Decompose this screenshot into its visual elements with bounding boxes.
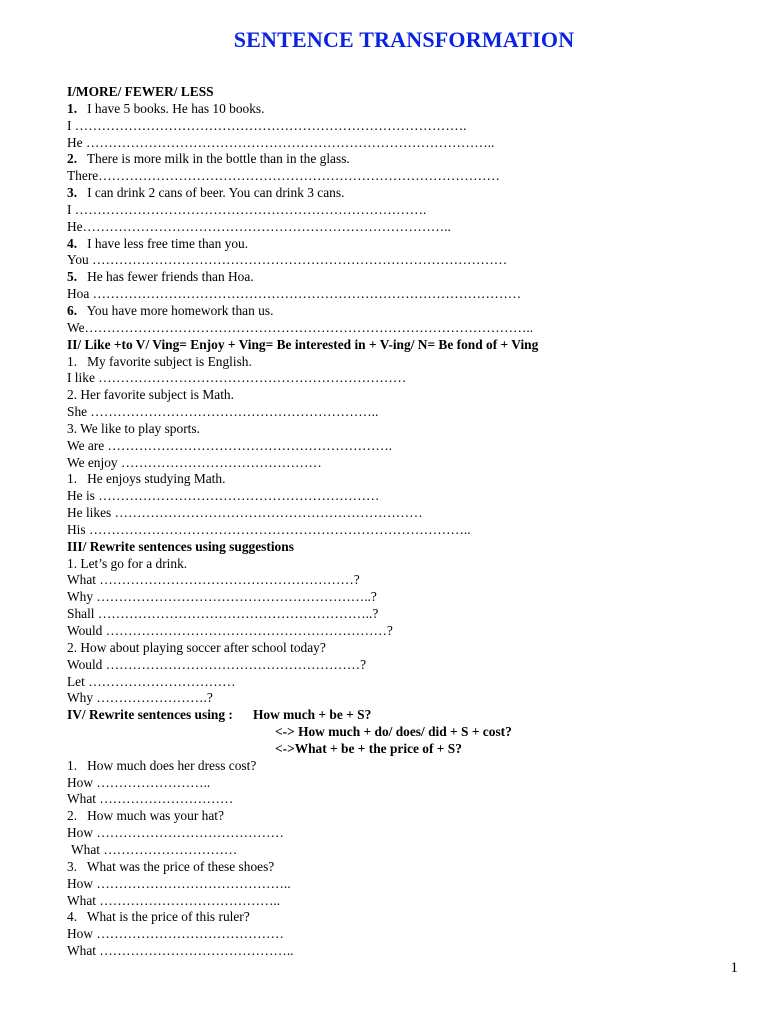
exercise-line <box>67 320 707 337</box>
section-heading <box>67 337 707 354</box>
line-text: How …………………….. <box>67 774 211 790</box>
line-text: There……………………………………………………………………………… <box>67 168 500 184</box>
exercise-line <box>67 640 707 657</box>
line-text: 2. How about playing soccer after school today? <box>67 639 326 655</box>
line-text: 4. What is the price of this ruler? <box>67 909 250 925</box>
line-text: I ……………………………………………………………………………. <box>67 117 467 133</box>
line-text: 3. We like to play sports. <box>67 420 200 436</box>
exercise-line <box>67 674 707 691</box>
exercise-line <box>67 151 707 168</box>
exercise-line <box>67 135 707 152</box>
line-text: What ………………………………….. <box>67 892 281 908</box>
exercise-line <box>67 404 707 421</box>
line-text: 1. Let’s go for a drink. <box>67 555 188 571</box>
line-text: He is ……………………………………………………… <box>67 488 380 504</box>
line-text: He has fewer friends than Hoa. <box>77 269 254 285</box>
section-heading <box>67 707 707 724</box>
line-text: 2. Her favorite subject is Math. <box>67 387 234 403</box>
line-text: We enjoy ……………………………………… <box>67 454 322 470</box>
line-text: 2. How much was your hat? <box>67 808 224 824</box>
exercise-line <box>67 842 707 859</box>
line-text: His ………………………………………………………………………….. <box>67 521 471 537</box>
line-text: II/ Like +to V/ Ving= Enjoy + Ving= Be interested in + V-ing/ N= Be fond of + Ving <box>67 336 539 352</box>
line-text: He……………………………………………………………………….. <box>67 218 451 234</box>
page-number: 1 <box>730 960 738 976</box>
line-text: <->What + be + the price of + S? <box>275 740 462 756</box>
line-text: He likes …………………………………………………………… <box>67 505 423 521</box>
exercise-line <box>67 825 707 842</box>
line-text: I/MORE/ FEWER/ LESS <box>67 84 214 99</box>
line-text: What ………………………… <box>71 841 238 857</box>
exercise-line <box>67 758 707 775</box>
line-text: IV/ Rewrite sentences using : How much + be + S? <box>67 707 372 723</box>
line-text: Would …………………………………………………? <box>67 656 367 672</box>
line-text: Hoa …………………………………………………………………………………… <box>67 286 522 302</box>
exercise-line <box>67 185 707 202</box>
item-number: 2. <box>67 151 78 167</box>
section-heading <box>67 539 707 556</box>
exercise-line <box>67 572 707 589</box>
exercise-line <box>67 522 707 539</box>
exercise-body <box>67 84 707 960</box>
exercise-line <box>67 909 707 926</box>
exercise-line <box>67 370 707 387</box>
exercise-line <box>67 741 707 758</box>
exercise-line <box>67 471 707 488</box>
item-number: 4. <box>67 235 78 251</box>
exercise-line <box>67 219 707 236</box>
line-text: Let …………………………… <box>67 673 236 689</box>
line-text: 1. My favorite subject is English. <box>67 353 252 369</box>
exercise-line <box>67 556 707 573</box>
exercise-line <box>67 926 707 943</box>
item-number: 1. <box>67 100 78 116</box>
item-number: 6. <box>67 302 78 318</box>
line-text: Why ……………………………………………………..? <box>67 589 377 605</box>
line-text: I ……………………………………………………………………. <box>67 201 427 217</box>
section-heading <box>67 84 707 101</box>
exercise-line <box>67 775 707 792</box>
line-text: Would ………………………………………………………? <box>67 623 393 638</box>
line-text: I like …………………………………………………………… <box>67 370 407 386</box>
exercise-line <box>67 791 707 808</box>
item-number: 5. <box>67 269 78 285</box>
exercise-line <box>67 808 707 825</box>
exercise-line <box>67 859 707 876</box>
exercise-line <box>67 606 707 623</box>
line-text: You ………………………………………………………………………………… <box>67 252 508 268</box>
line-text: I can drink 2 cans of beer. You can drink 3 cans. <box>77 185 345 201</box>
line-text: We are ………………………………………………………. <box>67 437 393 453</box>
line-text: I have 5 books. He has 10 books. <box>77 100 265 116</box>
line-text: There is more milk in the bottle than in the glass. <box>77 151 350 167</box>
exercise-line <box>67 455 707 472</box>
line-text: <-> How much + do/ does/ did + S + cost? <box>275 724 512 740</box>
exercise-line <box>67 589 707 606</box>
exercise-line <box>67 252 707 269</box>
line-text: How …………………………………… <box>67 926 284 942</box>
line-text: How …………………………………… <box>67 825 284 841</box>
exercise-line <box>67 286 707 303</box>
line-text: Why …………………….? <box>67 690 213 706</box>
exercise-line <box>67 943 707 960</box>
line-text: I have less free time than you. <box>77 235 249 251</box>
exercise-line <box>67 438 707 455</box>
line-text: 1. He enjoys studying Math. <box>67 471 226 487</box>
exercise-line <box>67 657 707 674</box>
exercise-line <box>67 505 707 522</box>
exercise-line <box>67 202 707 219</box>
exercise-line <box>67 236 707 253</box>
line-text: What …………………………………….. <box>67 943 294 959</box>
exercise-line <box>67 690 707 707</box>
exercise-line <box>67 421 707 438</box>
line-text: What ………………………… <box>67 791 234 807</box>
exercise-line <box>67 118 707 135</box>
line-text: Shall ……………………………………………………..? <box>67 606 379 622</box>
exercise-line <box>67 101 707 118</box>
line-text: He ……………………………………………………………………………….. <box>67 134 495 150</box>
exercise-line <box>67 168 707 185</box>
exercise-line <box>67 488 707 505</box>
line-text: 1. How much does her dress cost? <box>67 757 257 773</box>
exercise-line <box>67 623 707 640</box>
exercise-line <box>67 387 707 404</box>
line-text: What …………………………………………………? <box>67 572 360 588</box>
page-title: SENTENCE TRANSFORMATION <box>233 27 575 52</box>
item-number: 3. <box>67 185 78 201</box>
exercise-line <box>67 724 707 741</box>
exercise-line <box>67 876 707 893</box>
exercise-line <box>67 269 707 286</box>
exercise-line <box>67 303 707 320</box>
line-text: We……………………………………………………………………………………….. <box>67 319 534 335</box>
line-text: You have more homework than us. <box>77 302 274 318</box>
line-text: III/ Rewrite sentences using suggestions <box>67 538 294 554</box>
line-text: She ……………………………………………………….. <box>67 404 379 420</box>
exercise-line <box>67 893 707 910</box>
line-text: How …………………………………….. <box>67 875 291 891</box>
line-text: 3. What was the price of these shoes? <box>67 858 275 874</box>
exercise-line <box>67 354 707 371</box>
